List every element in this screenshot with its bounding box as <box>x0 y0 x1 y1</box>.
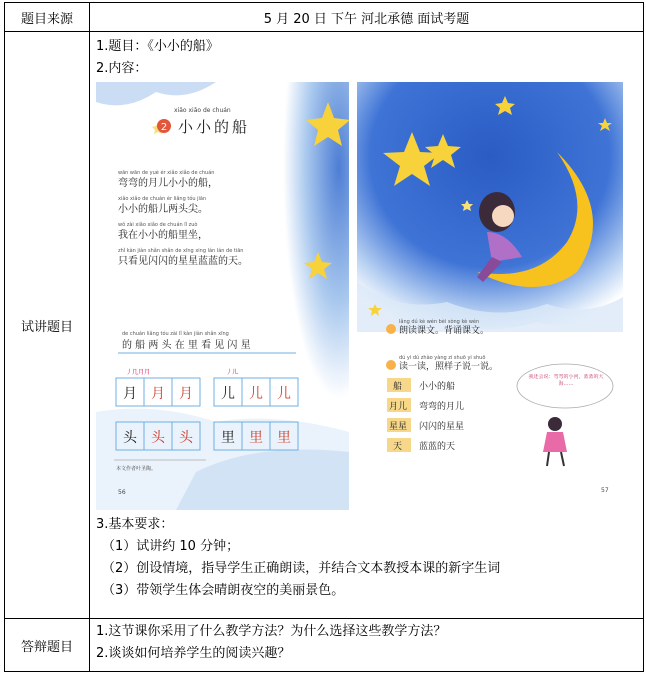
exercise-2-text: 读一读，照样子说一说。 <box>399 362 499 372</box>
poem-line-1: 弯弯的月儿小小的船， <box>118 178 218 189</box>
trial-content <box>90 32 644 619</box>
girl-face <box>492 205 514 227</box>
defense-question: 1.这节课你采用了什么教学方法？为什么选择这些教学方法？ <box>96 624 447 639</box>
poem-pinyin-2: xiǎo xiǎo de chuán ér liǎng tóu jiān <box>118 196 207 202</box>
exam-table <box>4 2 644 672</box>
char-yue-copy: 月 <box>179 386 193 402</box>
char-yue: 月 <box>123 386 137 402</box>
textbook-page-right <box>357 82 623 510</box>
child-dress <box>543 432 567 452</box>
right-page-illustration <box>357 82 623 510</box>
pair-key-2: 月儿 <box>389 402 408 412</box>
poem-pinyin-1: wān wān de yuè ér xiǎo xiǎo de chuán <box>118 170 215 176</box>
char-yue-copy: 月 <box>151 386 165 402</box>
trial-label: 试讲题目 <box>5 32 90 619</box>
vocab-chars: 的 船 两 头 在 里 看 见 闪 星 <box>122 340 251 351</box>
lesson-title-text: 小小的船 <box>178 118 251 136</box>
char-er-copy: 儿 <box>249 386 263 402</box>
pair-key-4: 天 <box>393 442 403 452</box>
pair-key-1: 船 <box>393 382 403 392</box>
requirement-item: （3）带领学生体会晴朗夜空的美丽景色。 <box>102 583 345 598</box>
textbook-images <box>96 82 637 510</box>
defense-question: 2.谈谈如何培养学生的阅读兴趣？ <box>96 646 291 661</box>
poem-pinyin-4: zhǐ kàn jiàn shǎn shǎn de xīng xing lán lán de tiān <box>118 248 244 254</box>
lesson-pinyin: xiǎo xiǎo de chuán <box>174 107 231 114</box>
defense-row <box>5 619 644 672</box>
exercise-1-pinyin: lǎng dú kè wén bèi sòng kè wén <box>399 319 480 325</box>
exercise-1-text: 朗读课文。背诵课文。 <box>399 326 490 336</box>
char-li: 里 <box>221 430 235 446</box>
pair-phrase-4: 蓝蓝的天 <box>419 442 456 452</box>
child-head <box>548 417 562 431</box>
source-value: 5 月 20 日 下午 河北承德 面试考题 <box>90 3 644 32</box>
speech-bubble-text: 我还会说：弯弯的小河，蓝蓝的大海…… <box>528 374 604 387</box>
page-number-left: 56 <box>118 489 126 496</box>
char-li-copy: 里 <box>277 430 291 446</box>
poem-line-4: 只看见闪闪的星星蓝蓝的天。 <box>118 256 248 267</box>
page-footnote: 本文作者叶圣陶。 <box>116 466 157 472</box>
content-label: 2.内容： <box>96 61 148 76</box>
pair-key-3: 星星 <box>389 422 408 432</box>
exercise-2-badge <box>386 360 396 370</box>
char-tou: 头 <box>123 430 137 446</box>
pair-phrase-1: 小小的船 <box>419 382 456 392</box>
defense-label: 答辩题目 <box>5 619 90 672</box>
lesson-title-line: 1.题目：《小小的船》 <box>96 39 219 54</box>
poem-pinyin-3: wǒ zài xiǎo xiǎo de chuán lǐ zuò <box>118 222 198 228</box>
poem-line-3: 我在小小的船里坐， <box>118 230 208 241</box>
left-page-illustration <box>96 82 349 510</box>
textbook-page-left <box>96 82 349 510</box>
lesson-number: 2 <box>160 122 168 133</box>
page-number-right: 57 <box>601 487 609 494</box>
char-tou-copy: 头 <box>179 430 193 446</box>
stroke-order-yue: 丿几月月 <box>126 369 151 376</box>
exercise-2-pinyin: dú yi dú zhào yàng zi shuō yi shuō <box>399 355 486 361</box>
char-tou-copy: 头 <box>151 430 165 446</box>
pair-phrase-2: 弯弯的月儿 <box>419 402 465 412</box>
trial-row <box>5 32 644 619</box>
header-row <box>5 3 644 32</box>
requirement-item: （1）试讲约 10 分钟； <box>102 539 240 554</box>
poem-line-2: 小小的船儿两头尖。 <box>118 204 208 215</box>
defense-questions <box>90 619 644 672</box>
requirements-title: 3.基本要求： <box>96 517 174 532</box>
char-li-copy: 里 <box>249 430 263 446</box>
pair-phrase-3: 闪闪的星星 <box>419 422 465 432</box>
source-label: 题目来源 <box>5 3 90 32</box>
char-er-copy: 儿 <box>277 386 291 402</box>
exercise-1-badge <box>386 324 396 334</box>
char-er: 儿 <box>221 386 235 402</box>
requirement-item: （2）创设情境，指导学生正确朗读，并结合文本教授本课的新字生词 <box>102 561 501 576</box>
vocab-pinyin: de chuán liǎng tóu zài lǐ kàn jiàn shǎn xīng <box>122 331 229 337</box>
stroke-order-er: 丿儿 <box>226 369 239 376</box>
